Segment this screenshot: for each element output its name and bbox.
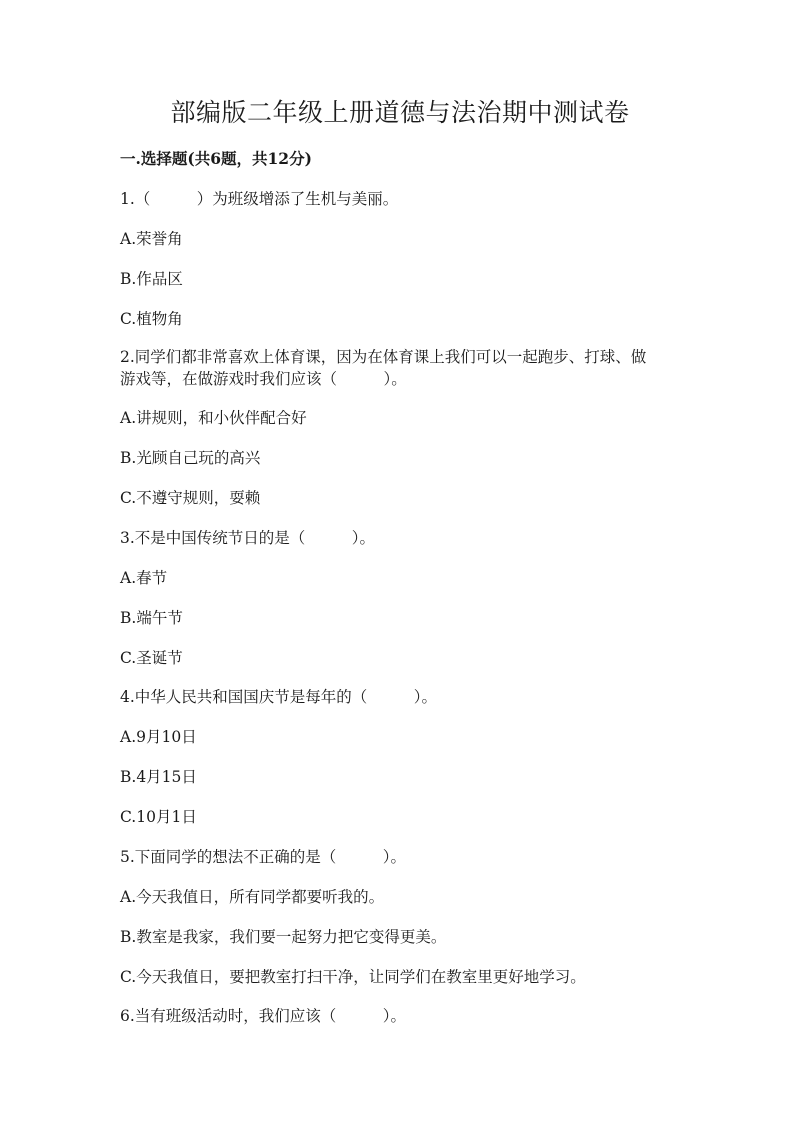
question-2-option-b: B.光顾自己玩的高兴 — [120, 449, 261, 467]
question-4-stem: 4.中华人民共和国国庆节是每年的（ ）。 — [120, 688, 438, 706]
question-5-option-b: B.教室是我家，我们要一起努力把它变得更美。 — [120, 928, 447, 946]
question-4-option-a: A.9月10日 — [120, 728, 197, 746]
section-heading: 一.选择题(共6题，共12分) — [120, 149, 312, 168]
question-5-stem: 5.下面同学的想法不正确的是（ ）。 — [120, 848, 407, 866]
question-2-stem-line-1: 2.同学们都非常喜欢上体育课，因为在体育课上我们可以一起跑步、打球、做 — [120, 348, 647, 366]
question-4-option-b: B.4月15日 — [120, 768, 197, 786]
question-6-stem: 6.当有班级活动时，我们应该（ ）。 — [120, 1007, 407, 1025]
question-3-option-b: B.端午节 — [120, 609, 183, 627]
question-1-stem: 1.（ ）为班级增添了生机与美丽。 — [120, 190, 399, 208]
question-2-option-a: A.讲规则，和小伙伴配合好 — [120, 409, 307, 427]
question-2-stem-line-2: 游戏等，在做游戏时我们应该（ ）。 — [120, 370, 407, 388]
question-1-option-b: B.作品区 — [120, 270, 183, 288]
question-3-option-c: C.圣诞节 — [120, 649, 183, 667]
question-2-option-c: C.不遵守规则，耍赖 — [120, 489, 261, 507]
question-4-option-c: C.10月1日 — [120, 808, 197, 826]
question-1-option-a: A.荣誉角 — [120, 230, 183, 248]
page-title: 部编版二年级上册道德与法治期中测试卷 — [170, 98, 630, 127]
question-5-option-a: A.今天我值日，所有同学都要听我的。 — [120, 888, 385, 906]
question-3-option-a: A.春节 — [120, 569, 168, 587]
question-3-stem: 3.不是中国传统节日的是（ ）。 — [120, 529, 376, 547]
question-1-option-c: C.植物角 — [120, 310, 183, 328]
question-5-option-c: C.今天我值日，要把教室打扫干净，让同学们在教室里更好地学习。 — [120, 968, 586, 986]
